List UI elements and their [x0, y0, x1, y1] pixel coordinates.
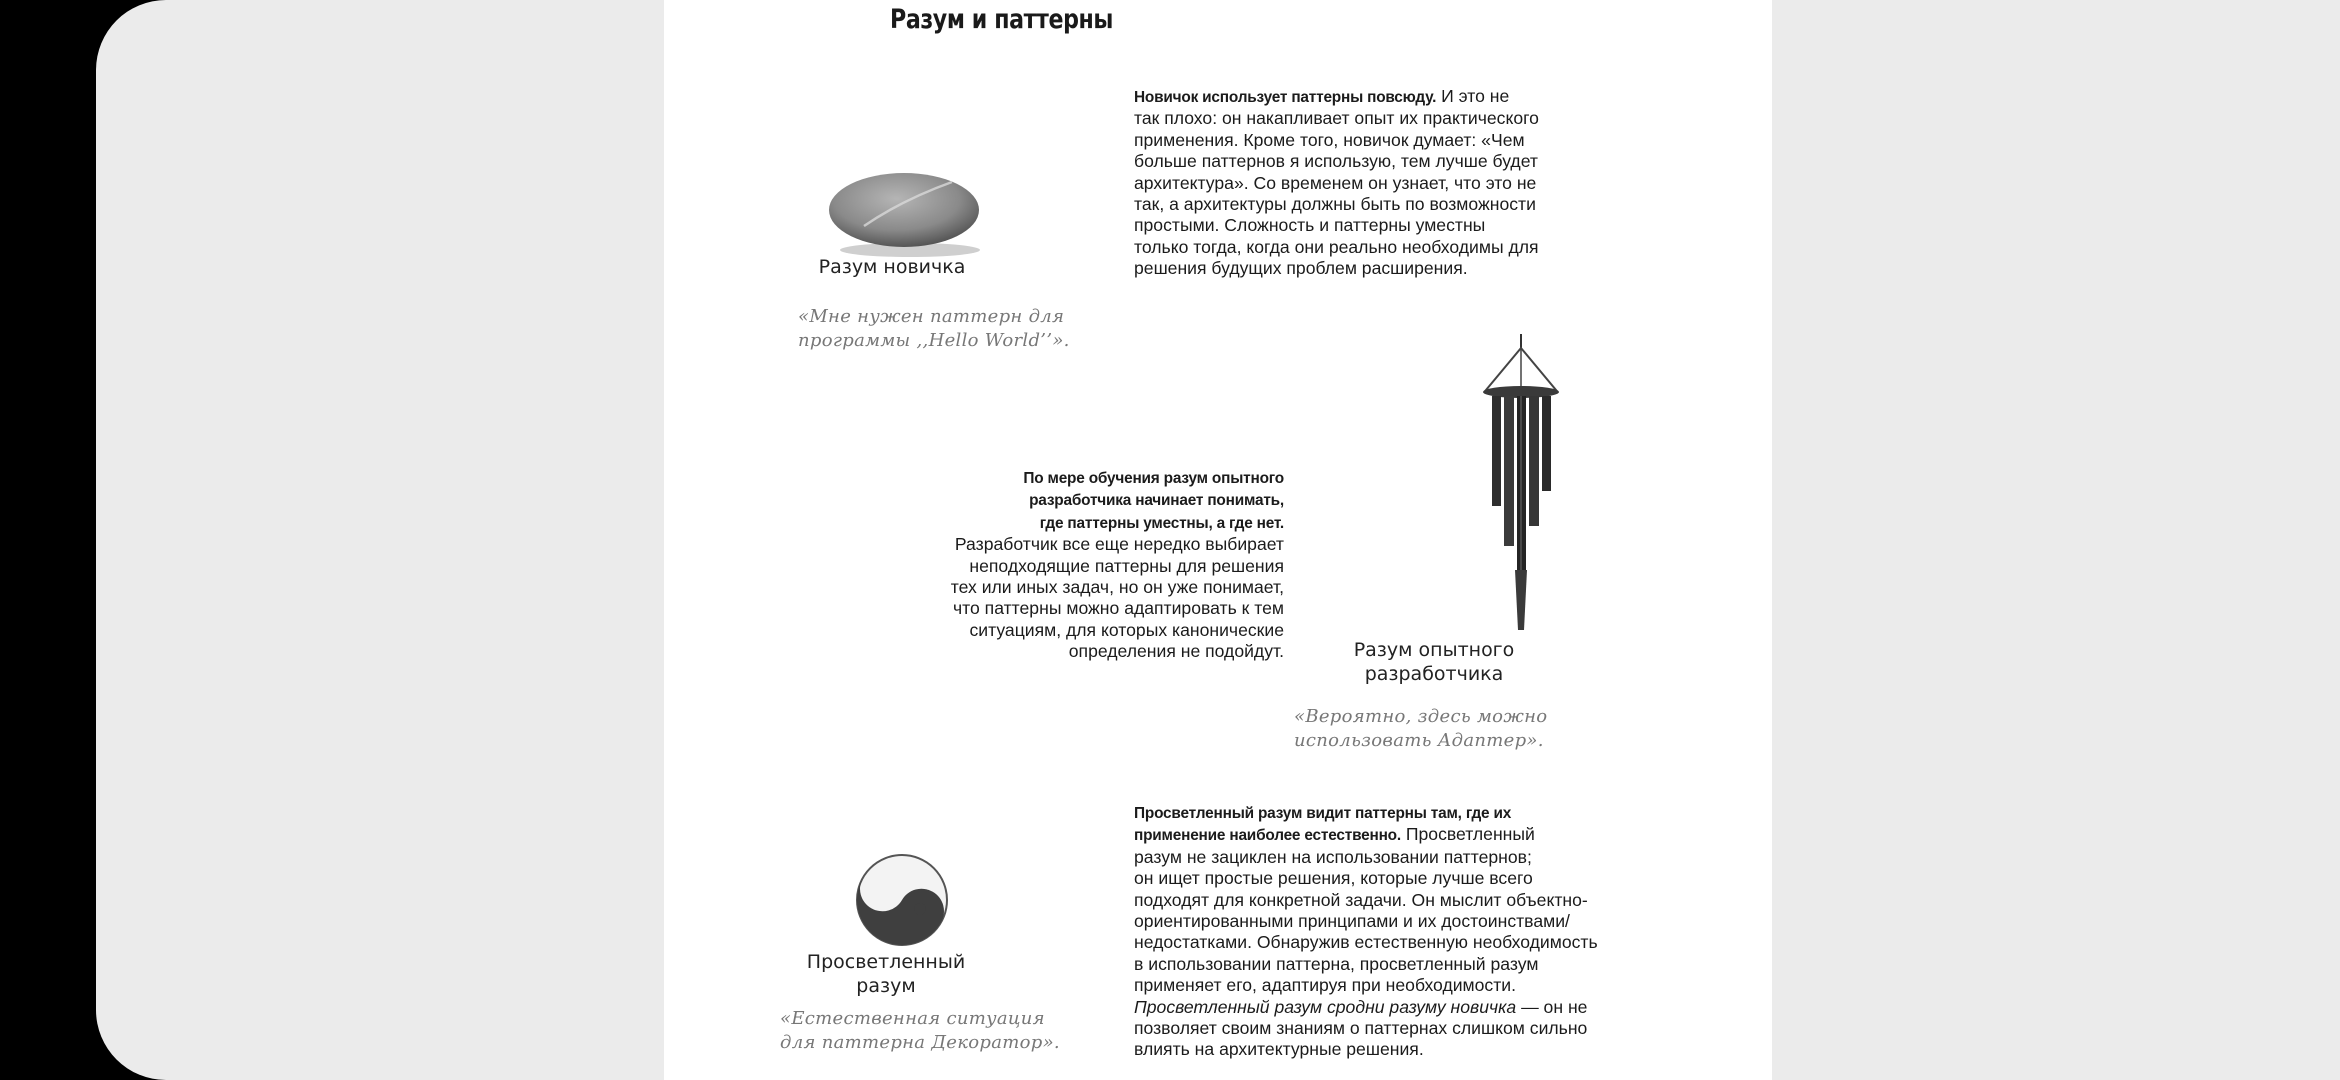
wind-chime-icon	[1466, 334, 1576, 634]
enlightened-lead: Просветленный разум видит паттерны там, где их применение наиболее естественно.	[1134, 805, 1512, 845]
enlightened-tail: — он не позволяет своим знаниям о паттернах слишком сильно влиять на архитектурные решения.	[1134, 996, 1588, 1060]
novice-body: И это не так плохо: он накапливает опыт их практического применения. Кроме того, новичок думает: «Чем больше паттернов я использую, тем лучше будет архитектура». Со временем он узнает, что это не так, а архитектуры должны быть по возможности простыми. Сложность и паттерны уместны только тогда, когда они реально необходимы для решения будущих проблем расширения.	[1134, 86, 1539, 279]
experienced-body: Разработчик все еще нередко выбирает неподходящие паттерны для решения тех или иных задач, но он уже понимает, что паттерны можно адаптировать к тем ситуациям, для которых канонические определения не подойдут.	[950, 534, 1284, 662]
enlightened-emphasis: Просветленный разум сродни разуму новичка	[1134, 996, 1517, 1017]
novice-caption: Разум новичка	[818, 256, 966, 278]
page-title: Разум и паттерны	[890, 4, 1114, 35]
pebble-icon	[822, 160, 992, 260]
enlightened-quote: «Естественная ситуация для паттерна Декоратор».	[780, 1008, 1060, 1053]
book-page[interactable]	[664, 0, 1772, 1080]
experienced-caption: Разум опытного разработчика	[1353, 639, 1515, 685]
novice-lead: Новичок использует паттерны повсюду.	[1134, 89, 1437, 106]
experienced-paragraph	[864, 467, 1284, 663]
experienced-quote: «Вероятно, здесь можно использовать Адаптер».	[1294, 706, 1548, 751]
yin-yang-icon	[852, 850, 952, 950]
novice-paragraph	[1134, 86, 1564, 280]
enlightened-body: Просветленный разум не зациклен на использовании паттернов; он ищет простые решения, которые лучше всего подходят для конкретной задачи. Он мыслит объектно- ориентированными принципами и их достоинствами/ недостатками. Обнаружив естественную необходимость в использовании паттерна, просветленный разум применяет его, адаптируя при необходимости.	[1134, 824, 1598, 996]
enlightened-caption: Просветленный разум	[806, 951, 966, 997]
experienced-lead: По мере обучения разум опытного разработчика начинает понимать, где паттерны уместны, а где нет.	[1023, 470, 1284, 532]
enlightened-paragraph	[1134, 802, 1614, 1061]
reader-background	[96, 0, 2340, 1080]
novice-quote: «Мне нужен паттерн для программы ,,Hello World’’».	[798, 306, 1070, 351]
